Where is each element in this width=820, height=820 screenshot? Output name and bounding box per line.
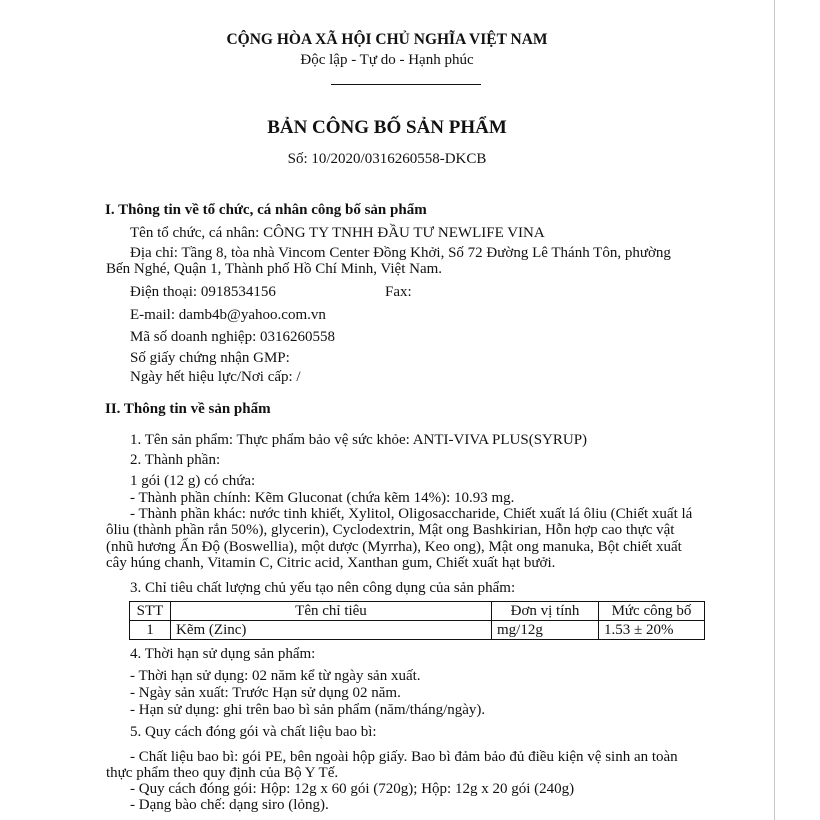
document-number: Số: 10/2020/0316260558-DKCB xyxy=(287,151,487,167)
table-cell: Kẽm (Zinc) xyxy=(171,621,492,640)
packing-3: - Quy cách đóng gói: Hộp: 12g x 60 gói (720g); Hộp: 12g x 20 gói (240g) xyxy=(130,781,575,797)
shelf-life-1: - Thời hạn sử dụng: 02 năm kể từ ngày sản xuất. xyxy=(130,668,421,684)
table-cell: 1 xyxy=(130,621,171,640)
other-ingredients-2: ôliu (thành phần rắn 50%), glycerin), Cyclodextrin, Mật ong Bashkirian, Hỗn hợp cao thực vật xyxy=(106,522,675,538)
motto-underline xyxy=(331,84,481,85)
email: E-mail: damb4b@yahoo.com.vn xyxy=(130,307,326,323)
packing-label: 5. Quy cách đóng gói và chất liệu bao bì: xyxy=(130,724,377,740)
table-header-cell: STT xyxy=(130,602,171,621)
tax-code: Mã số doanh nghiệp: 0316260558 xyxy=(130,329,335,345)
packing-4: - Dạng bào chế: dạng siro (lỏng). xyxy=(130,797,329,813)
product-name: 1. Tên sản phẩm: Thực phẩm bảo vệ sức khỏe: ANTI-VIVA PLUS(SYRUP) xyxy=(130,432,588,448)
document-title: BẢN CÔNG BỐ SẢN PHẨM xyxy=(267,117,507,138)
quality-label: 3. Chỉ tiêu chất lượng chủ yếu tạo nên công dụng của sản phẩm: xyxy=(130,580,516,596)
shelf-life-3: - Hạn sử dụng: ghi trên bao bì sản phẩm (năm/tháng/ngày). xyxy=(130,702,486,718)
table-header-cell: Mức công bố xyxy=(599,602,705,621)
table-header-cell: Đơn vị tính xyxy=(492,602,599,621)
expiry-issuer: Ngày hết hiệu lực/Nơi cấp: / xyxy=(130,369,301,385)
table-cell: mg/12g xyxy=(492,621,599,640)
phone: Điện thoại: 0918534156 xyxy=(130,284,276,300)
fax: Fax: xyxy=(385,284,412,300)
table-header-row xyxy=(130,602,705,621)
other-ingredients-4: cây húng chanh, Vitamin C, Citric acid, Xanthan gum, Chiết xuất hạt bưởi. xyxy=(106,555,556,571)
address-line-1: Địa chỉ: Tầng 8, tòa nhà Vincom Center Đồng Khởi, Số 72 Đường Lê Thánh Tôn, phường xyxy=(130,245,671,261)
per-pack: 1 gói (12 g) có chứa: xyxy=(130,473,256,489)
country-header: CỘNG HÒA XÃ HỘI CHỦ NGHĨA VIỆT NAM xyxy=(226,31,548,48)
motto: Độc lập - Tự do - Hạnh phúc xyxy=(300,52,474,68)
org-name: Tên tổ chức, cá nhân: CÔNG TY TNHH ĐẦU TƯ NEWLIFE VINA xyxy=(130,225,545,241)
other-ingredients-1: - Thành phần khác: nước tinh khiết, Xylitol, Oligosaccharide, Chiết xuất lá ôliu (Chiết xuất lá xyxy=(130,506,693,522)
quality-table xyxy=(129,601,705,640)
main-ingredient: - Thành phần chính: Kẽm Gluconat (chứa kẽm 14%): 10.93 mg. xyxy=(130,490,515,506)
table-cell: 1.53 ± 20% xyxy=(599,621,705,640)
shelf-life-label: 4. Thời hạn sử dụng sản phẩm: xyxy=(130,646,316,662)
packing-1: - Chất liệu bao bì: gói PE, bên ngoài hộp giấy. Bao bì đảm bảo đủ điều kiện vệ sinh an toàn xyxy=(130,749,678,765)
address-line-2: Bến Nghé, Quận 1, Thành phố Hồ Chí Minh, Việt Nam. xyxy=(106,261,443,277)
packing-2: thực phẩm theo quy định của Bộ Y Tế. xyxy=(106,765,339,781)
shelf-life-2: - Ngày sản xuất: Trước Hạn sử dụng 02 năm. xyxy=(130,685,401,701)
section-1-heading: I. Thông tin về tổ chức, cá nhân công bố sản phẩm xyxy=(105,202,427,218)
gmp-certificate: Số giấy chứng nhận GMP: xyxy=(130,350,290,366)
page-edge xyxy=(774,0,775,820)
other-ingredients-3: (nhũ hương Ấn Độ (Boswellia), một dược (Myrrha), Keo ong), Mật ong manuka, Bột chiết xuất xyxy=(106,539,682,555)
table-header-cell: Tên chỉ tiêu xyxy=(171,602,492,621)
composition-label: 2. Thành phần: xyxy=(130,452,221,468)
section-2-heading: II. Thông tin về sản phẩm xyxy=(105,401,271,417)
table-row xyxy=(130,621,705,640)
